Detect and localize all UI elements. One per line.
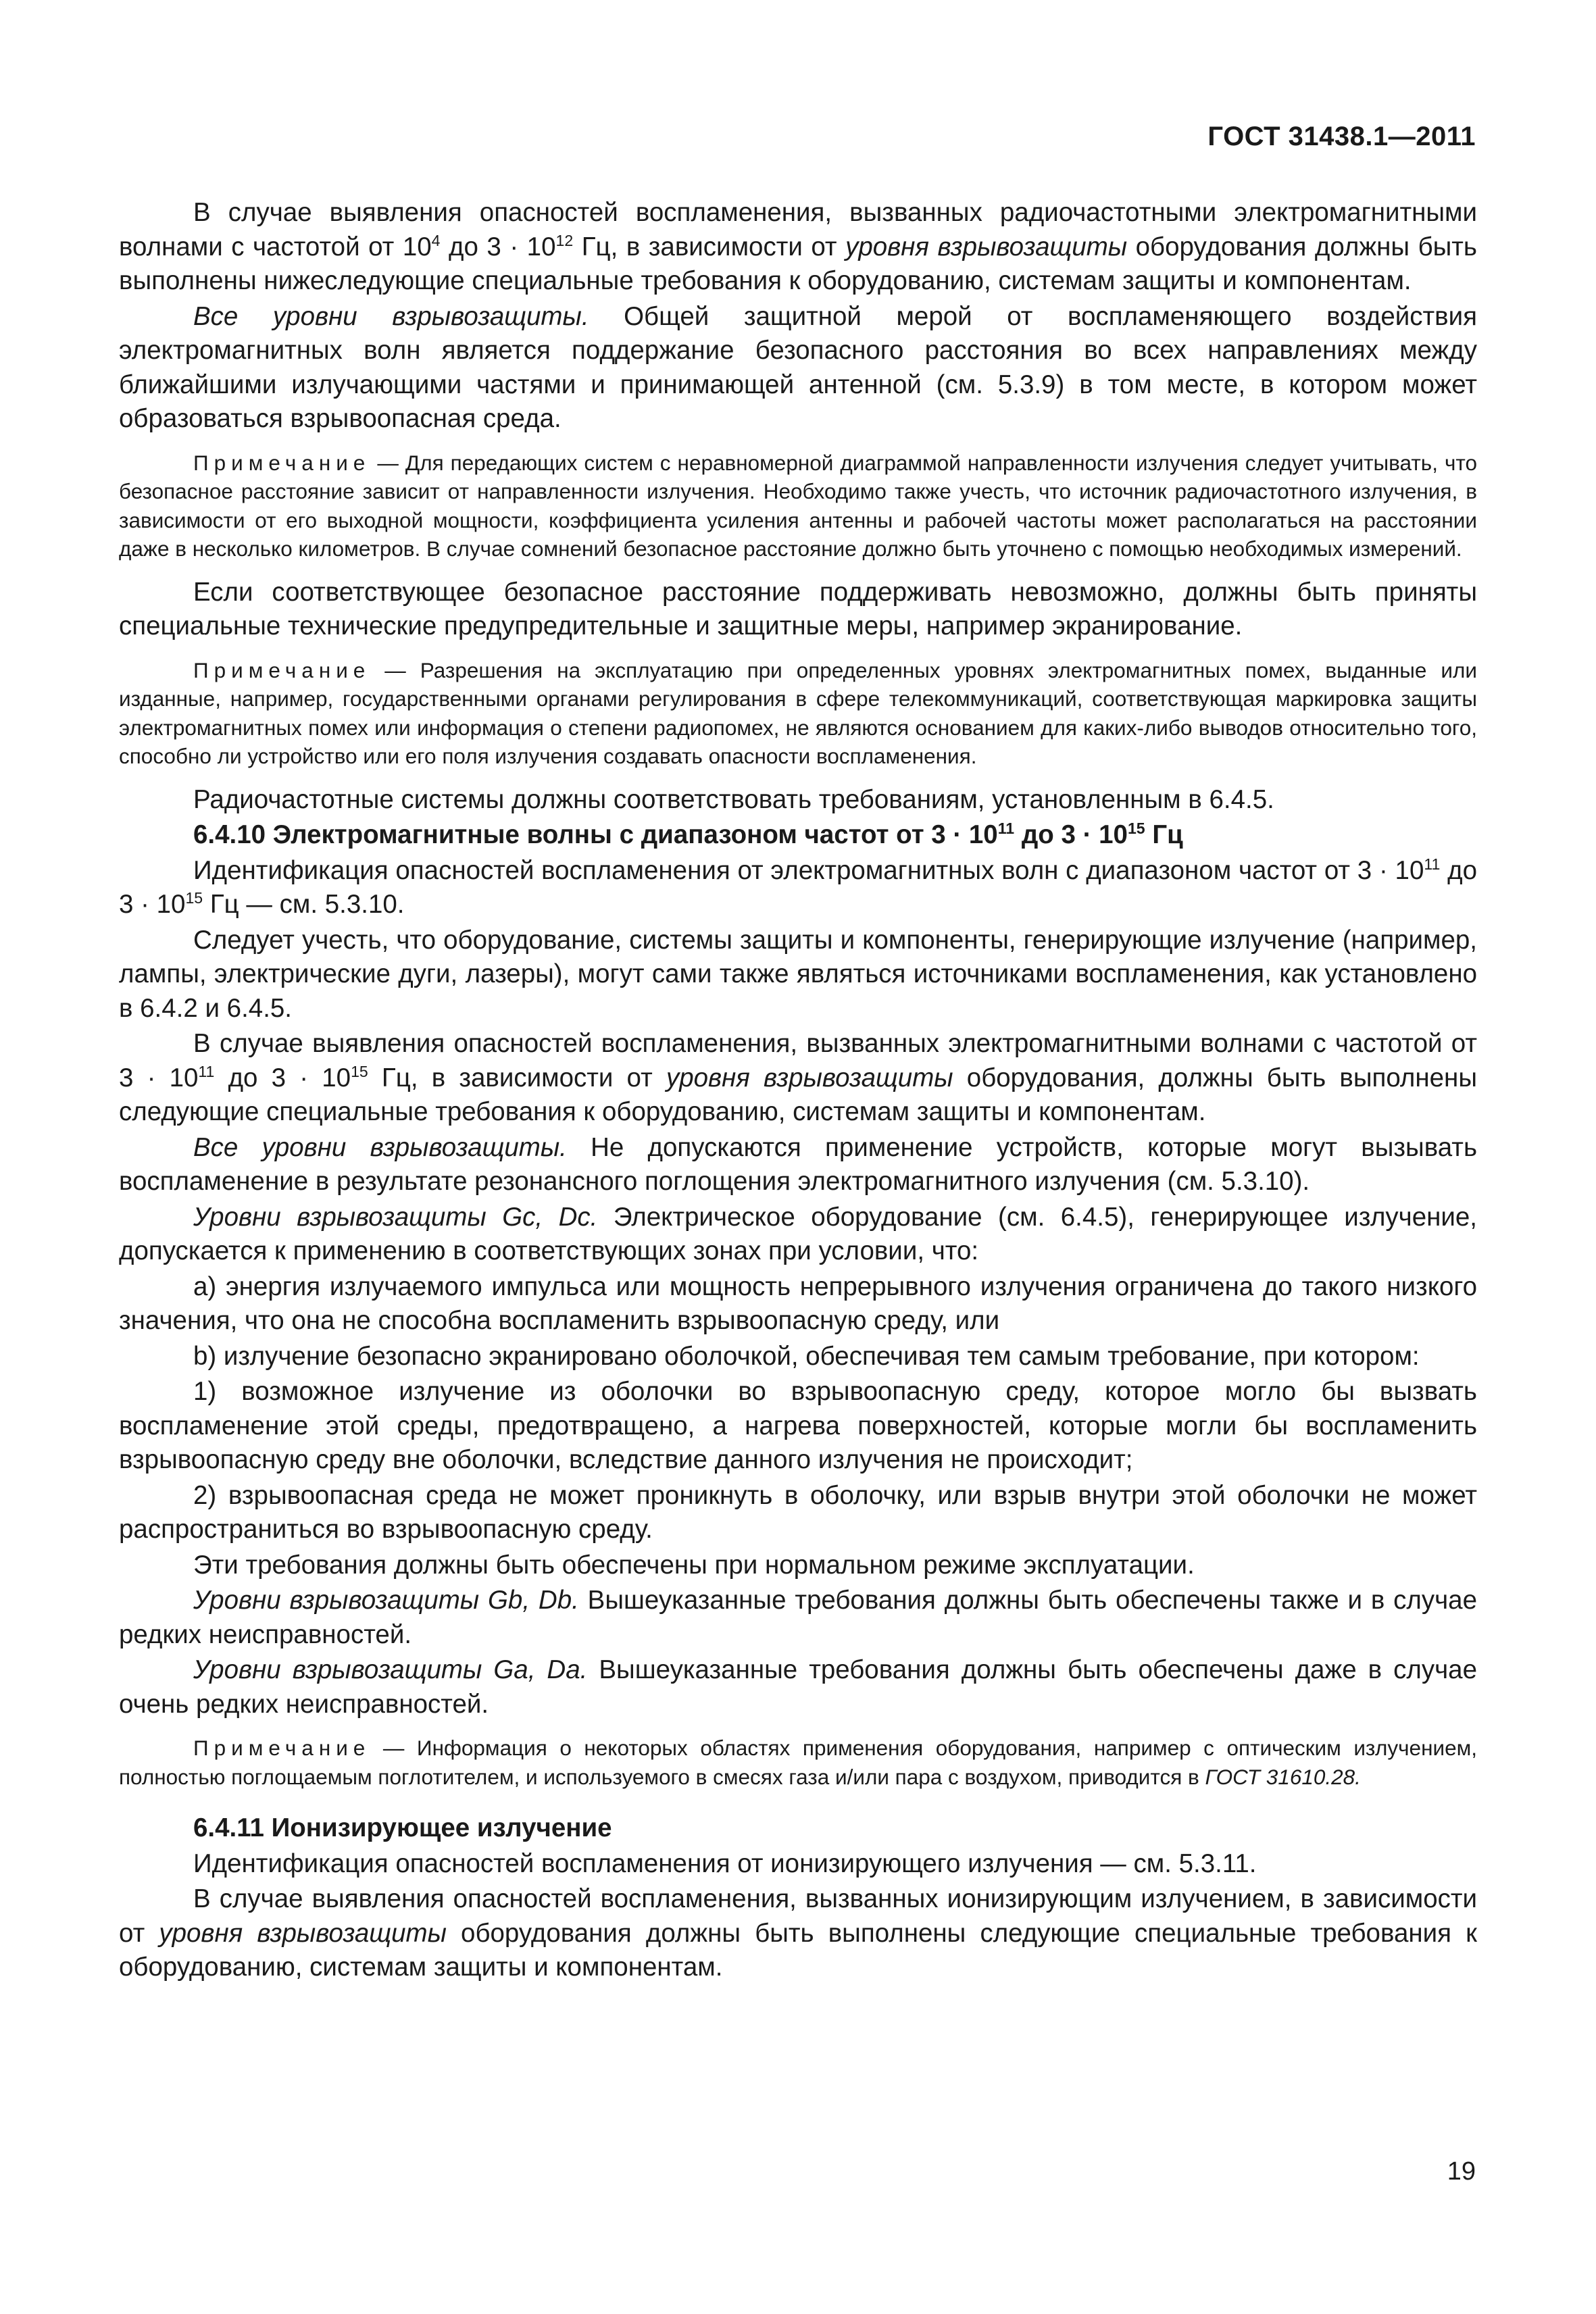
note-transmitting-systems: Примечание — Для передающих систем с неравномерной диаграммой направленности излучения следует учитывать, что безопасное расстояние зависит от направленности излучения. Необходимо также учесть, что источник радиочастотного излучения, в зависимости от его выходной мощности, коэффициента усиления антенны и рабочей частоты может располагаться на расстоянии даже в несколько километров. В случае сомнений безопасное расстояние должно быть уточнено с помощью необходимых измерений.: [119, 450, 1477, 561]
paragraph-ionizing-identification: Идентификация опасностей воспламенения от ионизирующего излучения — см. 5.3.11.: [193, 1848, 1257, 1878]
page-number: 19: [1447, 2157, 1476, 2186]
section-heading-6-4-11: 6.4.11 Ионизирующее излучение: [193, 1813, 612, 1842]
paragraph-radiation-sources: Следует учесть, что оборудование, системы защиты и компоненты, генерирующие излучение (например, лампы, электрические дуги, лазеры), могут сами также являться источниками воспламенения, как установлено в 6.4.2 и 6.4.5.: [119, 925, 1477, 1023]
standard-header: ГОСТ 31438.1—2011: [1207, 122, 1476, 151]
page-content: [119, 196, 1477, 1986]
note-permits: Примечание — Разрешения на эксплуатацию при определенных уровнях электромагнитных помех, выданные или изданные, например, государственными органами регулирования в сфере телекоммуникаций, соответствующая маркировка защиты электромагнитных помех или информация о степени радиопомех, не являются основанием для каких-либо выводов относительно того, способно ли устройство или его поля излучения создавать опасности воспламенения.: [119, 657, 1477, 768]
paragraph-levels-ga-da: Уровни взрывозащиты Ga, Da. Вышеуказанные требования должны быть обеспечены даже в случае очень редких неисправностей.: [119, 1655, 1477, 1719]
paragraph-rf-hazards: В случае выявления опасностей воспламенения, вызванных радиочастотными электромагнитными волнами с частотой от $10^4$ до $3 \cdot 10^{12}$ Гц, в зависимости от уровня взрывозащиты оборудования должны быть выполнены нижеследующие специальные требования к оборудованию, системам защиты и компонентам.: [119, 198, 1477, 295]
paragraph-normal-operation: Эти требования должны быть обеспечены при нормальном режиме эксплуатации.: [193, 1550, 1195, 1580]
paragraph-rf-systems: Радиочастотные системы должны соответствовать требованиям, установленным в 6.4.5.: [193, 784, 1274, 814]
paragraph-all-levels-rf: Все уровни взрывозащиты. Общей защитной мерой от воспламеняющего воздействия электромагнитных волн является поддержание безопасного расстояния во всех направлениях между ближайшими излучающими частями и принимающей антенной (см. 5.3.9) в том месте, в котором может образоваться взрывоопасная среда.: [119, 301, 1477, 433]
paragraph-safe-distance: Если соответствующее безопасное расстояние поддерживать невозможно, должны быть приняты специальные технические предупредительные и защитные меры, например экранирование.: [119, 577, 1477, 640]
paragraph-em-identification: Идентификация опасностей воспламенения от электромагнитных волн с диапазоном частот от $3 \cdot 10^{11}$ до $3 \cdot 10^{15}$ Гц — см. 5.3.10.: [119, 855, 1477, 919]
list-item-2: 2) взрывоопасная среда не может проникнуть в оболочку, или взрыв внутри этой оболочки не может распространиться во взрывоопасную среду.: [119, 1480, 1477, 1544]
section-heading-6-4-10: 6.4.10 Электромагнитные волны с диапазоном частот от $3 \cdot 10^{11}$ до $3 \cdot 10^{15}$ Гц: [193, 820, 1183, 849]
list-item-1: 1) возможное излучение из оболочки во взрывоопасную среду, которое могло бы вызвать воспламенение этой среды, предотвращено, а нагрева поверхностей, которые могли бы воспламенить взрывоопасную среду вне оболочки, вследствие данного излучения не происходит;: [119, 1377, 1477, 1474]
paragraph-ionizing-hazards: В случае выявления опасностей воспламенения, вызванных ионизирующим излучением, в зависимости от уровня взрывозащиты оборудования должны быть выполнены следующие специальные требования к оборудованию, системам защиты и компонентам.: [119, 1884, 1477, 1982]
list-item-a: a) энергия излучаемого импульса или мощность непрерывного излучения ограничена до такого низкого значения, что она не способна воспламенить взрывоопасную среду, или: [119, 1272, 1477, 1335]
paragraph-levels-gb-db: Уровни взрывозащиты Gb, Db. Вышеуказанные требования должны быть обеспечены также и в случае редких неисправностей.: [119, 1586, 1477, 1649]
paragraph-em-hazards: В случае выявления опасностей воспламенения, вызванных электромагнитными волнами с частотой от $3 \cdot 10^{11}$ до $3 \cdot 10^{15}$ Гц, в зависимости от уровня взрывозащиты оборудования, должны быть выполнены следующие специальные требования к оборудованию, системам защиты и компонентам.: [119, 1029, 1477, 1126]
list-item-b: b) излучение безопасно экранировано оболочкой, обеспечивая тем самым требование, при котором:: [193, 1341, 1420, 1371]
paragraph-levels-gc-dc: Уровни взрывозащиты Gc, Dc. Электрическое оборудование (см. 6.4.5), генерирующее излучение, допускается к применению в соответствующих зонах при условии, что:: [119, 1202, 1478, 1265]
paragraph-all-levels-em: Все уровни взрывозащиты. Не допускаются применение устройств, которые могут вызывать воспламенение в результате резонансного поглощения электромагнитного излучения (см. 5.3.10).: [119, 1132, 1477, 1196]
note-optical-radiation: Примечание — Информация о некоторых областях применения оборудования, например с оптическим излучением, полностью поглощаемым поглотителем, и используемого в смесях газа и/или пара с воздухом, приводится в ГОСТ 31610.28.: [119, 1736, 1477, 1789]
